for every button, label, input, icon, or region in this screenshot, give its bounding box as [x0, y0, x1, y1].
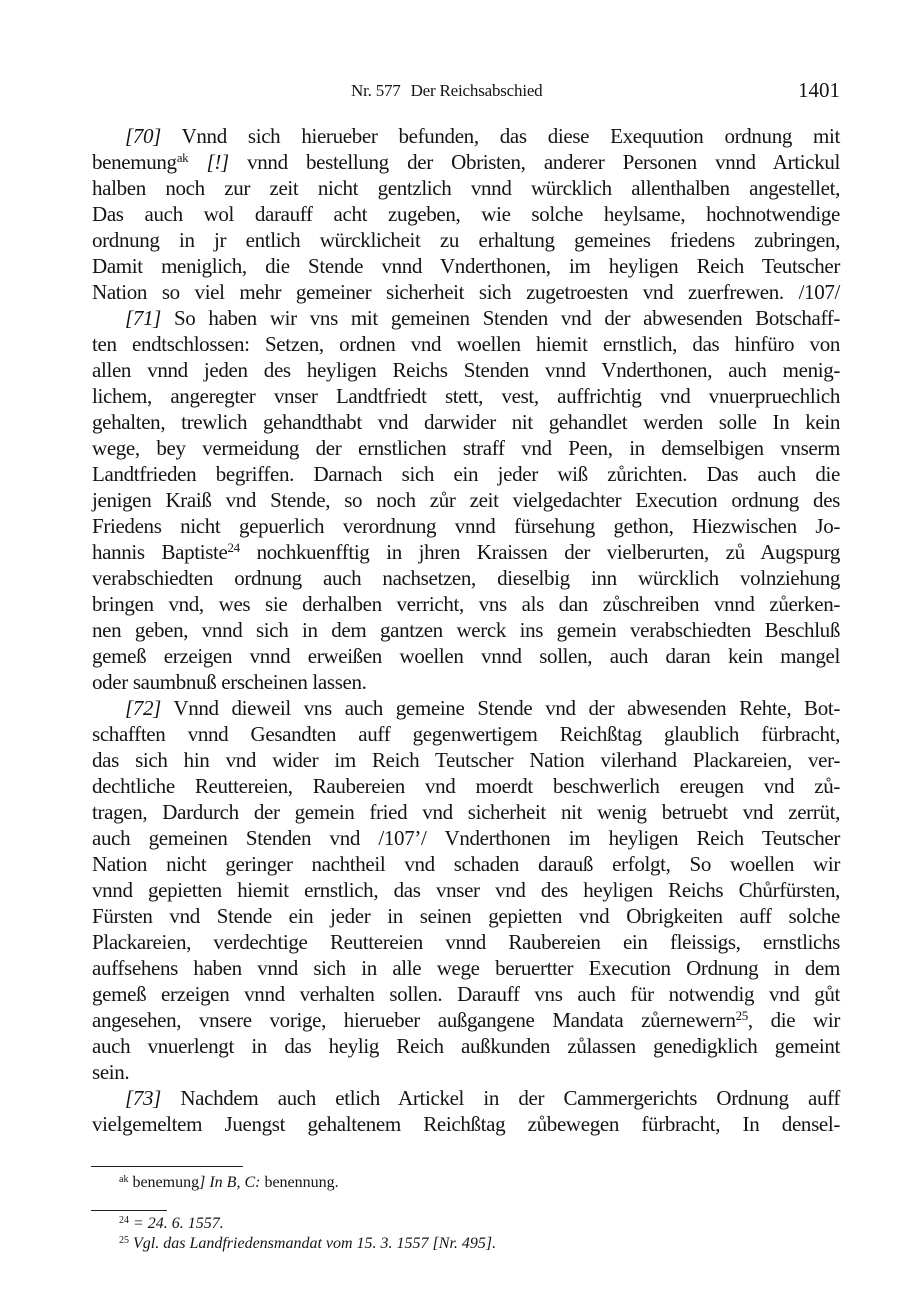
document-title: Der Reichsabschied — [410, 81, 543, 100]
text-line: jenigen Kraiß vnd Stende, so noch zůr zeit vielgedachter Execution ordnung des — [92, 488, 840, 512]
paragraph-71 — [92, 305, 840, 695]
page-number: 1401 — [798, 78, 840, 102]
footnote-text: = 24. 6. 1557. — [133, 1215, 224, 1232]
paragraph-70 — [92, 123, 840, 305]
text-line: [71] So haben wir vns mit gemeinen Stenden vnd der abwesenden Botschaff- — [125, 306, 840, 330]
paragraph-number: [71] — [125, 306, 161, 330]
text-line: Nation nicht geringer nachtheil vnd schaden darauß erfolgt, So woellen wir — [92, 852, 840, 876]
text-line: dechtliche Reuttereien, Raubereien vnd moerdt beschwerlich ereugen vnd zů- — [92, 774, 840, 798]
text-line: Plackareien, verdechtige Reuttereien vnnd Raubereien ein fleissigs, ernstlichs — [92, 930, 840, 954]
text-line: vielgemeltem Juengst gehaltenem Reichßtag zůbewegen fürbracht, In densel- — [92, 1112, 840, 1136]
text-line: benemung$^{ak}$ [!] vnnd bestellung der Obristen, anderer Personen vnnd Artickul — [92, 150, 840, 174]
text-line: Fürsten vnd Stende ein jeder in seinen gepietten vnd Obrigkeiten auff solche — [92, 904, 840, 928]
text-line: gemeß erzeigen vnnd erweißen woellen vnnd sollen, auch daran kein mangel — [92, 644, 840, 668]
text-line: schafften vnnd Gesandten auff gegenwertigem Reichßtag glaublich fürbracht, — [92, 722, 840, 746]
footnote-reading: benennung. — [260, 1174, 339, 1191]
paragraph-73 — [92, 1085, 840, 1137]
text-line: allen vnnd jeden des heyligen Reichs Stenden vnnd Vnderthonen, auch menig- — [92, 358, 840, 382]
text-line: auffsehens haben vnnd sich in alle wege beruertter Execution Ordnung in dem — [92, 956, 840, 980]
text-line: lichem, angeregter vnser Landtfriedt stett, vest, auffrichtig vnd vnuerpruechlich — [92, 384, 840, 408]
text-line: angesehen, vnsere vorige, hierueber außgangene Mandata zůernewern$^{25}$, die wir — [92, 1008, 840, 1032]
text-line: Das auch wol darauff acht zugeben, wie solche heylsame, hochnotwendige — [92, 202, 840, 226]
text-line: Landtfrieden begriffen. Darnach sich ein jeder wiß zůrichten. Das auch die — [92, 462, 840, 486]
footnote-marker-ak[interactable]: ak — [176, 150, 189, 165]
text-line: auch gemeinen Stenden vnd /107’/ Vnderthonen im heyligen Reich Teutscher — [92, 826, 840, 850]
footnote-ak: $^{ak}$ benemung] In B, C: benennung. — [119, 1174, 339, 1191]
editorial-mark: [!] — [206, 150, 229, 174]
text-line: das sich hin vnd wider im Reich Teutscher Nation vilerhand Plackareien, ver- — [92, 748, 840, 772]
running-title — [351, 81, 543, 101]
text-line: Nation so viel mehr gemeiner sicherheit sich zugetroesten vnd zuerfrewen. /107/ — [92, 280, 840, 304]
footnote-marker: ak — [119, 1174, 129, 1185]
text-line: hannis Baptiste$^{24}$ nochkuenfftig in jhren Kraissen der vielberurten, zů Augspurg — [92, 540, 840, 564]
running-header — [92, 78, 840, 104]
commentary-rule — [91, 1210, 167, 1211]
text-line: tragen, Dardurch der gemein fried vnd sicherheit nit wenig betruebt vnd zerrüt, — [92, 800, 840, 824]
text-line: ten endtschlossen: Setzen, ordnen vnd woellen hiemit ernstlich, das hinfüro von — [92, 332, 840, 356]
footnote-marker-25[interactable]: 25 — [735, 1008, 748, 1023]
text-line: ordnung in jr entlich würcklicheit zu erhaltung gemeines friedens zubringen, — [92, 228, 840, 252]
text-line: [73] Nachdem auch etlich Artickel in der Cammergerichts Ordnung auff — [125, 1086, 840, 1110]
footnote-25 — [91, 1234, 851, 1254]
text-line: nen geben, vnnd sich in dem gantzen werck ins gemein verabschiedten Beschluß — [92, 618, 840, 642]
text-line: bringen vnd, wes sie derhalben verricht, vns als dan zůschreiben vnnd zůerken- — [92, 592, 840, 616]
text-line: Friedens nicht gepuerlich verordnung vnnd fürsehung gethon, Hiezwischen Jo- — [92, 514, 840, 538]
text-line: verabschiedten ordnung auch nachsetzen, dieselbig inn würcklich volnziehung — [92, 566, 840, 590]
footnote-marker: 24 — [119, 1215, 129, 1226]
footnotes — [91, 1166, 851, 1254]
text-line: vnnd gepietten hiemit ernstlich, das vnser vnd des heyligen Reichs Chůrfürsten, — [92, 878, 840, 902]
footnote-24 — [91, 1214, 851, 1234]
footnote-marker-24[interactable]: 24 — [227, 540, 240, 555]
body-text — [92, 123, 840, 1137]
footnote-text: Vgl. das Landfriedensmandat vom 15. 3. 1557 [Nr. 495]. — [133, 1235, 497, 1252]
critical-apparatus-rule — [91, 1166, 243, 1167]
text-line: oder saumbnuß erscheinen lassen. — [92, 670, 367, 694]
paragraph-72 — [92, 695, 840, 1085]
text-line: halben noch zur zeit nicht gentzlich vnnd würcklich allenthalben angestellet, — [92, 176, 840, 200]
text-line: [70] Vnnd sich hierueber befunden, das diese Exequution ordnung mit — [125, 124, 840, 148]
text-line: auch vnuerlengt in das heylig Reich außkunden zůlassen genedigklich gemeint — [92, 1034, 840, 1058]
text-line: sein. — [92, 1060, 130, 1084]
text-line: Damit meniglich, die Stende vnnd Vnderthonen, im heyligen Reich Teutscher — [92, 254, 840, 278]
paragraph-number: [72] — [125, 696, 161, 720]
footnote-sigla: In B, C: — [205, 1174, 261, 1191]
paragraph-number: [70] — [125, 124, 161, 148]
text-line: gehalten, trewlich gehandthabt vnd darwider nit gehandlet werden solle In kein — [92, 410, 840, 434]
footnote-marker: 25 — [119, 1235, 129, 1246]
text-line: gemeß erzeigen vnnd verhalten sollen. Darauff vns auch für notwendig vnd gůt — [92, 982, 840, 1006]
document-number: Nr. 577 — [351, 81, 401, 100]
footnote-lemma: benemung — [132, 1174, 200, 1191]
paragraph-number: [73] — [125, 1086, 161, 1110]
text-line: wege, bey vermeidung der ernstlichen straff vnd Peen, in demselbigen vnserm — [92, 436, 840, 460]
text-line: [72] Vnnd dieweil vns auch gemeine Stende vnd der abwesenden Rehte, Bot- — [125, 696, 840, 720]
